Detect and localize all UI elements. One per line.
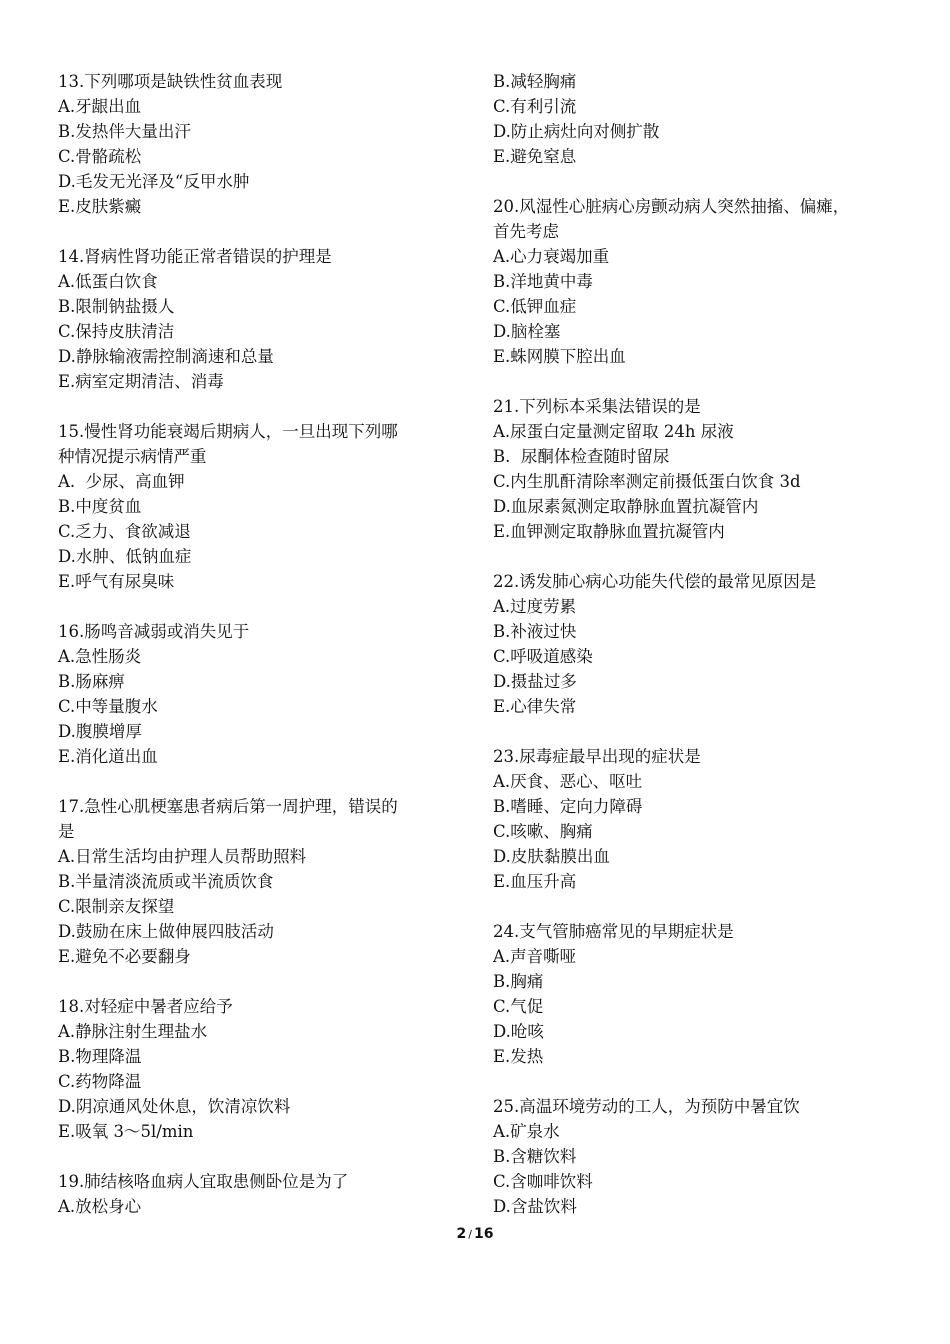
option-e: E.皮肤紫癜 (58, 197, 142, 216)
question-stem: 17.急性心肌梗塞患者病后第一周护理，错误的 (58, 797, 398, 816)
option-b: B.限制钠盐摄人 (58, 297, 175, 316)
question-13 (58, 69, 478, 219)
option-d: D.呛咳 (493, 1022, 544, 1041)
question-stem: 15.慢性肾功能衰竭后期病人，一旦出现下列哪 (58, 422, 398, 441)
option-e: E.吸氧 3～5l/min (58, 1122, 194, 1141)
question-stem: 13.下列哪项是缺铁性贫血表现 (58, 72, 283, 91)
option-a: A.声音嘶哑 (493, 947, 577, 966)
option-a: A.放松身心 (58, 1197, 142, 1216)
option-e: E.避免不必要翻身 (58, 947, 191, 966)
question-stem: 18.对轻症中暑者应给予 (58, 997, 233, 1016)
question-16 (58, 619, 478, 769)
option-c: C.骨骼疏松 (58, 147, 142, 166)
question-stem: 23.尿毒症最早出现的症状是 (493, 747, 701, 766)
question-stem: 24.支气管肺癌常见的早期症状是 (493, 922, 734, 941)
question-24 (493, 919, 913, 1069)
option-b: B.肠麻痹 (58, 672, 125, 691)
question-21 (493, 394, 913, 544)
option-d: D.腹膜增厚 (58, 722, 142, 741)
total-pages: 16 (473, 1226, 494, 1242)
option-b: B.半量清淡流质或半流质饮食 (58, 872, 274, 891)
option-c: C.内生肌酐清除率测定前摄低蛋白饮食 3d (493, 472, 801, 491)
option-e: E.血压升高 (493, 872, 577, 891)
option-c: C.呼吸道感染 (493, 647, 593, 666)
option-b: B.含糖饮料 (493, 1147, 577, 1166)
option-a: A.尿蛋白定量测定留取 24h 尿液 (493, 422, 734, 441)
option-d: D.毛发无光泽及“反甲水肿 (58, 172, 250, 191)
option-a: A.心力衰竭加重 (493, 247, 610, 266)
page-number (0, 1226, 950, 1242)
option-b: B.胸痛 (493, 972, 544, 991)
question-stem: 21.下列标本采集法错误的是 (493, 397, 701, 416)
question-17 (58, 794, 478, 969)
option-d: D.脑栓塞 (493, 322, 561, 341)
option-d: D.含盐饮料 (493, 1197, 577, 1216)
question-stem: 16.肠鸣音减弱或消失见于 (58, 622, 250, 641)
option-d: D.皮肤黏膜出血 (493, 847, 610, 866)
question-23 (493, 744, 913, 894)
question-20 (493, 194, 913, 369)
question-stem: 20.风湿性心脏病心房颤动病人突然抽搐、偏瘫， (493, 197, 850, 216)
option-a: A.低蛋白饮食 (58, 272, 158, 291)
question-stem: 19.肺结核咯血病人宜取患侧卧位是为了 (58, 1172, 349, 1191)
option-b: B.中度贫血 (58, 497, 142, 516)
option-a: A.矿泉水 (493, 1122, 560, 1141)
option-c: C.咳嗽、胸痛 (493, 822, 593, 841)
option-b: B.补液过快 (493, 622, 577, 641)
option-d: D.鼓励在床上做伸展四肢活动 (58, 922, 274, 941)
option-a: A.厌食、恶心、呕吐 (493, 772, 643, 791)
option-c: C.气促 (493, 997, 544, 1016)
option-b: B.物理降温 (58, 1047, 142, 1066)
option-b: B.减轻胸痛 (493, 72, 577, 91)
option-a: A.过度劳累 (493, 597, 577, 616)
question-19 (58, 1169, 478, 1219)
question-stem: 25.高温环境劳动的工人，为预防中暑宜饮 (493, 1097, 800, 1116)
question-stem-cont: 种情况提示病情严重 (58, 447, 207, 466)
option-e: E.发热 (493, 1047, 544, 1066)
option-d: D.水肿、低钠血症 (58, 547, 192, 566)
option-e: E.心律失常 (493, 697, 577, 716)
current-page: 2 (456, 1226, 467, 1242)
option-c: C.中等量腹水 (58, 697, 158, 716)
right-column (493, 69, 913, 1244)
option-b: B.洋地黄中毒 (493, 272, 593, 291)
question-stem: 22.诱发肺心病心功能失代偿的最常见原因是 (493, 572, 817, 591)
option-e: E.病室定期清洁、消毒 (58, 372, 224, 391)
option-b: B.嗜睡、定向力障碍 (493, 797, 643, 816)
left-column (58, 69, 478, 1244)
question-stem: 14.肾病性肾功能正常者错误的护理是 (58, 247, 332, 266)
question-stem-cont: 首先考虑 (493, 222, 559, 241)
question-stem-cont: 是 (58, 822, 75, 841)
option-e: E.血钾测定取静脉血置抗凝管内 (493, 522, 725, 541)
option-a: A. 少尿、高血钾 (58, 472, 185, 491)
option-c: C.有利引流 (493, 97, 577, 116)
question-25 (493, 1094, 913, 1219)
option-c: C.药物降温 (58, 1072, 142, 1091)
option-e: E.避免窒息 (493, 147, 577, 166)
option-e: E.呼气有尿臭味 (58, 572, 175, 591)
option-d: D.阴凉通风处休息，饮清凉饮料 (58, 1097, 291, 1116)
option-d: D.血尿素氮测定取静脉血置抗凝管内 (493, 497, 759, 516)
option-d: D.防止病灶向对侧扩散 (493, 122, 660, 141)
question-22 (493, 569, 913, 719)
option-a: A.静脉注射生理盐水 (58, 1022, 208, 1041)
question-14 (58, 244, 478, 394)
question-15 (58, 419, 478, 594)
option-d: D.静脉输液需控制滴速和总量 (58, 347, 274, 366)
question-18 (58, 994, 478, 1144)
question-19-continued (493, 69, 913, 169)
option-d: D.摄盐过多 (493, 672, 577, 691)
option-c: C.保持皮肤清洁 (58, 322, 175, 341)
page-separator: / (468, 1228, 472, 1241)
option-b: B. 尿酮体检查随时留尿 (493, 447, 670, 466)
option-a: A.急性肠炎 (58, 647, 142, 666)
option-e: E.消化道出血 (58, 747, 158, 766)
option-e: E.蛛网膜下腔出血 (493, 347, 626, 366)
option-b: B.发热伴大量出汗 (58, 122, 191, 141)
option-c: C.乏力、食欲减退 (58, 522, 191, 541)
option-c: C.限制亲友探望 (58, 897, 175, 916)
option-a: A.牙龈出血 (58, 97, 142, 116)
option-a: A.日常生活均由护理人员帮助照料 (58, 847, 307, 866)
option-c: C.低钾血症 (493, 297, 577, 316)
option-c: C.含咖啡饮料 (493, 1172, 593, 1191)
